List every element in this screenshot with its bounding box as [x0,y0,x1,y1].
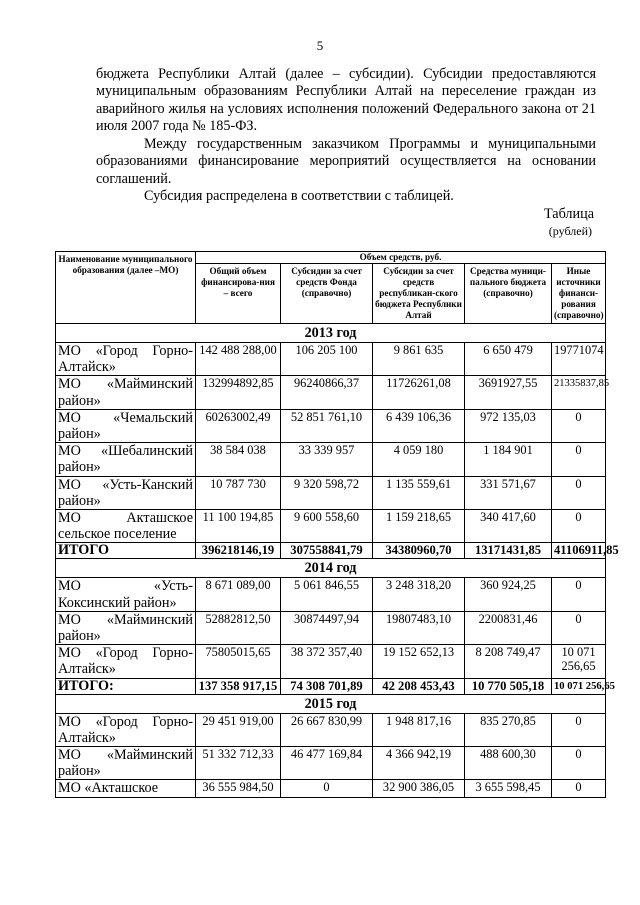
cell-republic: 4 059 180 [373,443,465,476]
cell-fund: 26 667 830,99 [281,713,373,746]
table-row [56,780,606,797]
cell-fund: 46 477 169,84 [281,747,373,780]
table-row [56,611,606,644]
cell-total: 11 100 194,85 [196,510,281,543]
cell-total: 142 488 288,00 [196,343,281,376]
cell-other: 0 [552,409,606,442]
cell-republic: 19 152 652,13 [373,645,465,678]
cell-municipal: 6 650 479 [465,343,552,376]
cell-municipal: 331 571,67 [465,476,552,509]
municipality-name: МО «Акташское [56,780,196,797]
cell-republic: 9 861 635 [373,343,465,376]
cell-other: 0 [552,510,606,543]
municipality-name: МО «Усть-Канский район» [56,476,196,509]
header-total-funding: Общий объем финансирова-ния – всего [196,264,281,324]
cell-municipal: 488 600,30 [465,747,552,780]
table-label: Таблица [543,206,594,222]
cell-total: 36 555 984,50 [196,780,281,797]
municipality-name: МО «Майминский район» [56,376,196,409]
cell-total: 396218146,19 [196,543,281,559]
cell-other: 0 [552,713,606,746]
cell-fund: 52 851 761,10 [281,409,373,442]
cell-other: 10 071 256,65 [552,678,606,694]
total-label: ИТОГО [56,543,196,559]
municipality-name: МО «Майминский район» [56,611,196,644]
table-row [56,747,606,780]
cell-fund: 106 205 100 [281,343,373,376]
cell-other: 41106911,85 [552,543,606,559]
cell-other: 0 [552,747,606,780]
cell-total: 51 332 712,33 [196,747,281,780]
year-heading: 2014 год [56,559,606,578]
municipality-name: МО «Город Горно-Алтайск» [56,343,196,376]
cell-municipal: 8 208 749,47 [465,645,552,678]
table-row [56,476,606,509]
cell-other: 0 [552,780,606,797]
table-units: (рублей) [548,224,592,238]
table-row [56,713,606,746]
cell-fund: 33 339 957 [281,443,373,476]
cell-total: 132994892,85 [196,376,281,409]
cell-fund: 96240866,37 [281,376,373,409]
header-funds-group: Объем средств, руб. [196,252,606,264]
paragraph-subsidies: бюджета Республики Алтай (далее – субсидии). Субсидии предоставляются муниципальным образованиям Республики Алтай на переселение граждан из аварийного жилья на условиях исполнения положений Федерального закона от 21 июля 2007 года № 185-ФЗ. [96,66,596,135]
cell-total: 137 358 917,15 [196,678,281,694]
cell-republic: 32 900 386,05 [373,780,465,797]
cell-other: 19771074 [552,343,606,376]
cell-republic: 1 159 218,65 [373,510,465,543]
cell-fund: 30874497,94 [281,611,373,644]
cell-municipal: 340 417,60 [465,510,552,543]
cell-municipal: 13171431,85 [465,543,552,559]
municipality-name: МО «Майминский район» [56,747,196,780]
table-row [56,376,606,409]
page-number: 5 [316,38,324,53]
municipality-name: МО «Шебалинский район» [56,443,196,476]
cell-municipal: 360 924,25 [465,578,552,611]
cell-fund: 307558841,79 [281,543,373,559]
cell-municipal: 10 770 505,18 [465,678,552,694]
cell-republic: 3 248 318,20 [373,578,465,611]
cell-municipal: 3 655 598,45 [465,780,552,797]
cell-other: 0 [552,443,606,476]
municipality-name: МО «Город Горно-Алтайск» [56,713,196,746]
total-row [56,678,606,694]
cell-republic: 1 948 817,16 [373,713,465,746]
cell-fund: 9 320 598,72 [281,476,373,509]
cell-republic: 19807483,10 [373,611,465,644]
table-row [56,645,606,678]
cell-fund: 9 600 558,60 [281,510,373,543]
cell-republic: 11726261,08 [373,376,465,409]
municipality-name: МО Акташское сельское поселение [56,510,196,543]
header-fund-subsidies: Субсидии за счет средств Фонда (справочно) [281,264,373,324]
header-municipality: Наименование муниципального образования (далее –МО) [56,252,196,324]
cell-total: 10 787 730 [196,476,281,509]
cell-republic: 34380960,70 [373,543,465,559]
table-row [56,578,606,611]
cell-republic: 6 439 106,36 [373,409,465,442]
cell-municipal: 972 135,03 [465,409,552,442]
cell-total: 38 584 038 [196,443,281,476]
table-row [56,443,606,476]
cell-total: 8 671 089,00 [196,578,281,611]
cell-fund: 38 372 357,40 [281,645,373,678]
paragraph-agreements: Между государственным заказчиком Программы и муниципальными образованиями финансирование мероприятий осуществляется на основании соглашений. [96,136,596,187]
header-other-sources: Иные источники финанси-рования (справочно) [552,264,606,324]
paragraph-distribution: Субсидия распределена в соответствии с таблицей. [144,188,454,204]
municipality-name: МО «Чемальский район» [56,409,196,442]
cell-municipal: 835 270,85 [465,713,552,746]
cell-fund: 74 308 701,89 [281,678,373,694]
cell-other: 10 071 256,65 [552,645,606,678]
header-municipal-funds: Средства муници-пального бюджета (справочно) [465,264,552,324]
subsidy-table [55,251,619,798]
table-row [56,510,606,543]
municipality-name: МО «Усть-Коксинский район» [56,578,196,611]
municipality-name: МО «Город Горно-Алтайск» [56,645,196,678]
total-label: ИТОГО: [56,678,196,694]
cell-other: 0 [552,578,606,611]
cell-municipal: 1 184 901 [465,443,552,476]
cell-fund: 5 061 846,55 [281,578,373,611]
cell-republic: 4 366 942,19 [373,747,465,780]
year-heading: 2015 год [56,694,606,713]
cell-fund: 0 [281,780,373,797]
cell-total: 60263002,49 [196,409,281,442]
cell-municipal: 2200831,46 [465,611,552,644]
table-row [56,343,606,376]
cell-total: 52882812,50 [196,611,281,644]
cell-other: 0 [552,611,606,644]
cell-other: 21335837,85 [552,376,606,409]
cell-total: 75805015,65 [196,645,281,678]
cell-other: 0 [552,476,606,509]
cell-total: 29 451 919,00 [196,713,281,746]
cell-republic: 42 208 453,43 [373,678,465,694]
year-heading: 2013 год [56,324,606,343]
cell-republic: 1 135 559,61 [373,476,465,509]
total-row [56,543,606,559]
header-republic-subsidies: Субсидии за счет средств республикан-ского бюджета Республики Алтай [373,264,465,324]
cell-municipal: 3691927,55 [465,376,552,409]
table-row [56,409,606,442]
